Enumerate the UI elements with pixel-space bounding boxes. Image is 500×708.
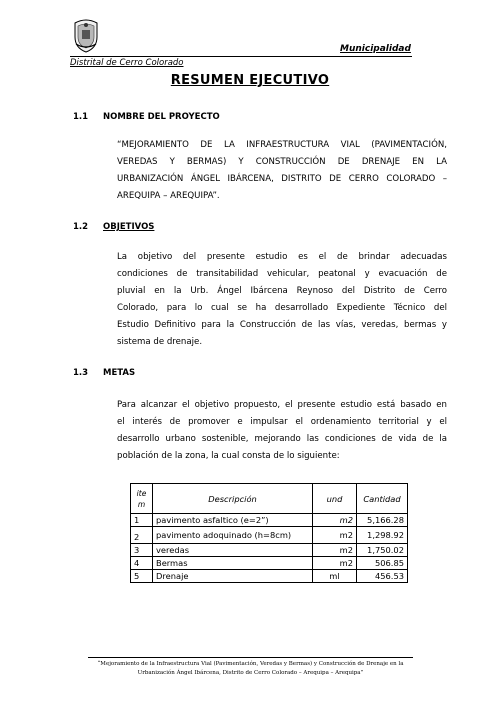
table-row [131, 557, 408, 570]
page-title: RESUMEN EJECUTIVO [170, 73, 330, 88]
section-title-objectives: OBJETIVOS [103, 222, 155, 232]
header-quantity: Cantidad [357, 484, 408, 514]
table-row [131, 570, 408, 583]
header-description: Descripción [153, 484, 313, 514]
footer-rule [88, 657, 413, 658]
paragraph-line: Para alcanzar el objetivo propuesto, el presente estudio está basado en [117, 400, 447, 410]
section-title-goals: METAS [103, 368, 136, 378]
paragraph-line: “MEJORAMIENTO DE LA INFRAESTRUCTURA VIAL (PAVIMENTACIÓN, [117, 140, 447, 150]
paragraph-line: URBANIZACIÓN ÁNGEL IBÁRCENA, DISTRITO DE CERRO COLORADO – [117, 174, 447, 184]
paragraph-line: Colorado, para lo cual se ha desarrollado Expediente Técnico del [117, 303, 447, 313]
cell-unit: m2 [313, 527, 357, 544]
table-header-row [131, 484, 408, 514]
page-footer [88, 660, 413, 678]
objectives-paragraph [117, 249, 447, 351]
goals-paragraph [117, 397, 447, 465]
paragraph-line: desarrollo urbano sostenible, mejorando las condiciones de vida de la [117, 434, 447, 444]
cell-item: 1 [131, 514, 153, 527]
project-name-paragraph [117, 137, 447, 205]
cell-item: 4 [131, 557, 153, 570]
cell-quantity: 456.53 [357, 570, 408, 583]
cell-quantity: 1,750.02 [357, 544, 408, 557]
cell-description: pavimento asfaltico (e=2”) [153, 514, 313, 527]
paragraph-line: Estudio Definitivo para la Construcción de las vías, veredas, bermas y [117, 320, 447, 330]
cell-quantity: 5,166.28 [357, 514, 408, 527]
header-item: ite m [131, 484, 153, 514]
cell-unit: m2 [313, 514, 357, 527]
header-unit: und [313, 484, 357, 514]
cell-unit: ml [313, 570, 357, 583]
cell-item: 5 [131, 570, 153, 583]
cell-item: 3 [131, 544, 153, 557]
municipal-seal-logo [72, 19, 100, 53]
footer-line: “Mejoramiento de la Infraestructura Vial (Pavimentación, Veredas y Bermas) y Construcción de Drenaje en la [97, 661, 404, 667]
cell-item: 2 [131, 527, 153, 544]
footer-line: Urbanización Ángel Ibárcena, Distrito de Cerro Colorado – Arequipa – Arequipa” [137, 670, 364, 676]
header-district-text: Distrital de Cerro Colorado [70, 58, 184, 68]
paragraph-line: AREQUIPA – AREQUIPA”. [117, 191, 220, 201]
section-number: 1.1 [73, 112, 89, 122]
paragraph-line: sistema de drenaje. [117, 337, 203, 347]
cell-quantity: 1,298.92 [357, 527, 408, 544]
cell-quantity: 506.85 [357, 557, 408, 570]
paragraph-line: población de la zona, la cual consta de lo siguiente: [117, 451, 340, 461]
goals-table [130, 483, 408, 583]
paragraph-line: el interés de promover e impulsar el ordenamiento territorial y el [117, 417, 447, 427]
table-row [131, 514, 408, 527]
header-rule [70, 56, 412, 57]
paragraph-line: condiciones de transitabilidad vehicular, peatonal y evacuación de [117, 269, 447, 279]
table-row [131, 527, 408, 544]
header-municipality-text: Municipalidad [340, 44, 411, 54]
section-number: 1.3 [73, 368, 89, 378]
cell-description: Drenaje [153, 570, 313, 583]
paragraph-line: VEREDAS Y BERMAS) Y CONSTRUCCIÓN DE DRENAJE EN LA [117, 157, 447, 167]
cell-description: Bermas [153, 557, 313, 570]
section-number: 1.2 [73, 222, 89, 232]
paragraph-line: pluvial en la Urb. Ángel Ibárcena Reynoso del Distrito de Cerro [117, 286, 447, 296]
section-title-project-name: NOMBRE DEL PROYECTO [103, 112, 220, 122]
cell-description: veredas [153, 544, 313, 557]
cell-description: pavimento adoquinado (h=8cm) [153, 527, 313, 544]
paragraph-line: La objetivo del presente estudio es el de brindar adecuadas [117, 252, 447, 262]
cell-unit: m2 [313, 557, 357, 570]
table-row [131, 544, 408, 557]
cell-unit: m2 [313, 544, 357, 557]
